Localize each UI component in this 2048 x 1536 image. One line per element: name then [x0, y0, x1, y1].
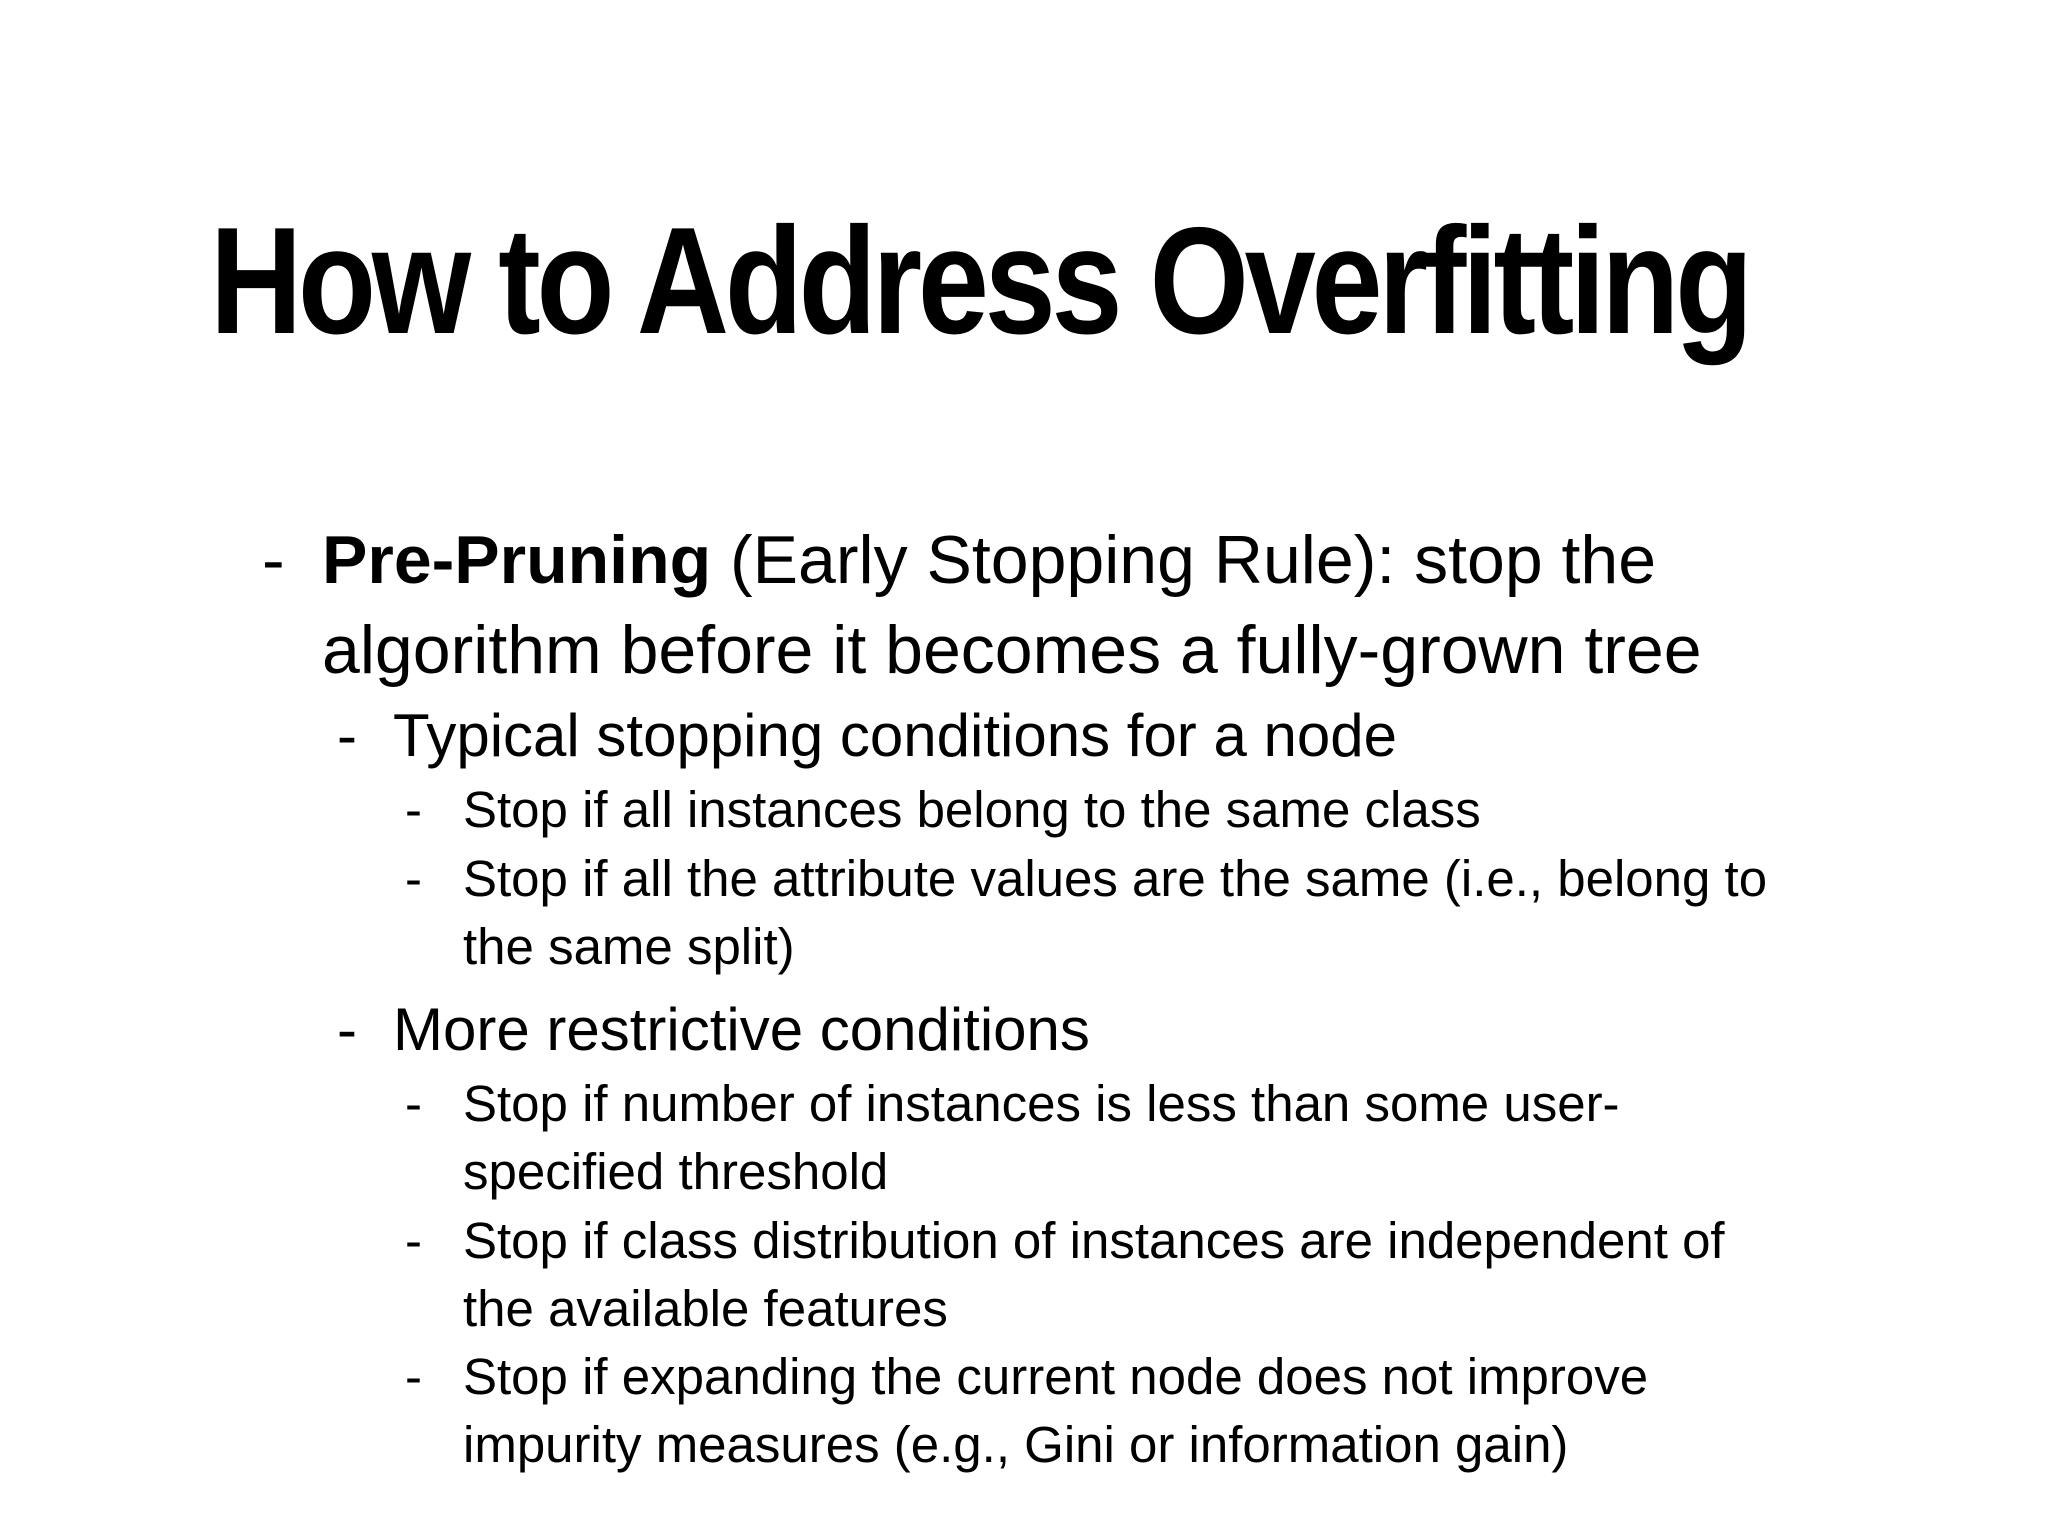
bullet-line-1: Stop if class distribution of instances are independent of: [463, 1212, 1725, 1269]
pre-pruning-description: (Early Stopping Rule): stop the: [711, 522, 1657, 598]
bullet-line-2: the same split): [463, 918, 795, 975]
bullet-line-1: Stop if expanding the current node does not improve: [463, 1348, 1649, 1405]
bullet-line-1: [322, 515, 1702, 605]
bullet-marker: -: [405, 1212, 422, 1269]
bullet-text: [322, 515, 1702, 695]
bullet-line-1: Stop if all the attribute values are the same (i.e., belong to: [463, 850, 1768, 907]
bullet-text: Stop if all instances belong to the same class: [463, 781, 1481, 838]
bullet-marker: -: [337, 702, 357, 769]
bullet-marker: -: [337, 996, 357, 1063]
bullet-marker: -: [262, 522, 285, 598]
bullet-text: [463, 1207, 1725, 1343]
bullet-text: [463, 845, 1767, 981]
bullet-text: [463, 1343, 1648, 1479]
bullet-marker: -: [405, 1348, 422, 1405]
slide-title: How to Address Overfitting: [210, 196, 1749, 366]
pre-pruning-label: Pre-Pruning: [322, 522, 712, 598]
bullet-marker: -: [405, 781, 422, 838]
bullet-line-2: the available features: [463, 1280, 948, 1337]
bullet-text: [463, 1070, 1620, 1206]
bullet-text: More restrictive conditions: [393, 996, 1090, 1063]
bullet-marker: -: [405, 850, 422, 907]
bullet-marker: -: [405, 1075, 422, 1132]
bullet-text: Typical stopping conditions for a node: [393, 702, 1397, 769]
bullet-line-1: Stop if number of instances is less than some user-: [463, 1075, 1620, 1132]
bullet-line-2: specified threshold: [463, 1143, 889, 1200]
bullet-line-2: algorithm before it becomes a fully-grown tree: [322, 612, 1702, 688]
bullet-line-2: impurity measures (e.g., Gini or information gain): [463, 1416, 1569, 1473]
